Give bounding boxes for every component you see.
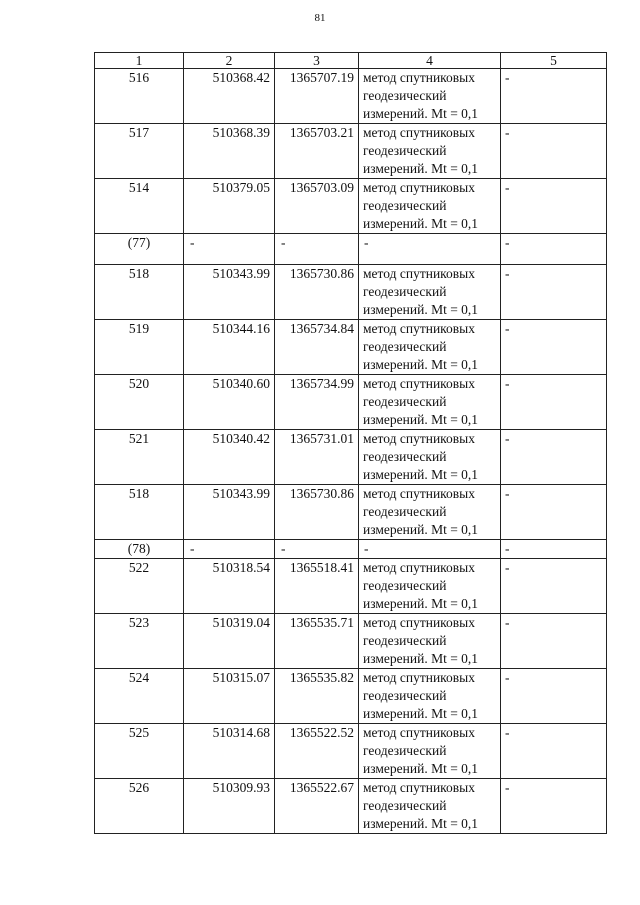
method-cell: метод спутниковых геодезический измерений. Mt = 0,1	[359, 320, 501, 375]
method-cell: -	[359, 234, 501, 265]
y-coordinate-cell: -	[275, 234, 359, 265]
coordinates-table	[94, 52, 607, 834]
method-cell: метод спутниковых геодезический измерений. Mt = 0,1	[359, 614, 501, 669]
note-cell: -	[501, 69, 607, 124]
x-coordinate-cell: 510340.42	[184, 430, 275, 485]
x-coordinate-cell: 510309.93	[184, 779, 275, 834]
table-row	[95, 320, 607, 375]
x-coordinate-cell: -	[184, 234, 275, 265]
table-body	[95, 69, 607, 834]
page-number: 81	[314, 12, 326, 24]
y-coordinate-cell: 1365703.21	[275, 124, 359, 179]
y-coordinate-cell: 1365518.41	[275, 559, 359, 614]
y-coordinate-cell: 1365522.52	[275, 724, 359, 779]
x-coordinate-cell: 510315.07	[184, 669, 275, 724]
table-row	[95, 375, 607, 430]
column-header: 4	[359, 53, 501, 69]
note-cell: -	[501, 559, 607, 614]
point-number-cell: 516	[95, 69, 184, 124]
point-number-cell: 522	[95, 559, 184, 614]
y-coordinate-cell: 1365535.71	[275, 614, 359, 669]
note-cell: -	[501, 234, 607, 265]
y-coordinate-cell: 1365734.99	[275, 375, 359, 430]
table-row	[95, 614, 607, 669]
table-row	[95, 265, 607, 320]
point-number-cell: 521	[95, 430, 184, 485]
column-header: 5	[501, 53, 607, 69]
point-number-cell: 518	[95, 265, 184, 320]
table-row	[95, 559, 607, 614]
method-cell: метод спутниковых геодезический измерений. Mt = 0,1	[359, 124, 501, 179]
note-cell: -	[501, 724, 607, 779]
note-cell: -	[501, 485, 607, 540]
y-coordinate-cell: -	[275, 540, 359, 559]
table-row	[95, 669, 607, 724]
point-number-cell: (77)	[95, 234, 184, 265]
x-coordinate-cell: 510318.54	[184, 559, 275, 614]
point-number-cell: 524	[95, 669, 184, 724]
table-row	[95, 724, 607, 779]
note-cell: -	[501, 320, 607, 375]
point-number-cell: 523	[95, 614, 184, 669]
table-row	[95, 430, 607, 485]
table-row	[95, 179, 607, 234]
note-cell: -	[501, 265, 607, 320]
x-coordinate-cell: 510343.99	[184, 265, 275, 320]
method-cell: метод спутниковых геодезический измерений. Mt = 0,1	[359, 69, 501, 124]
method-cell: метод спутниковых геодезический измерений. Mt = 0,1	[359, 724, 501, 779]
column-header: 2	[184, 53, 275, 69]
y-coordinate-cell: 1365730.86	[275, 485, 359, 540]
x-coordinate-cell: 510368.39	[184, 124, 275, 179]
note-cell: -	[501, 540, 607, 559]
point-number-cell: 514	[95, 179, 184, 234]
table-row	[95, 124, 607, 179]
method-cell: метод спутниковых геодезический измерений. Mt = 0,1	[359, 559, 501, 614]
x-coordinate-cell: 510343.99	[184, 485, 275, 540]
note-cell: -	[501, 614, 607, 669]
note-cell: -	[501, 669, 607, 724]
note-cell: -	[501, 124, 607, 179]
y-coordinate-cell: 1365734.84	[275, 320, 359, 375]
table-row-separator	[95, 234, 607, 265]
table-row	[95, 69, 607, 124]
table-row-separator	[95, 540, 607, 559]
table-row	[95, 779, 607, 834]
method-cell: метод спутниковых геодезический измерений. Mt = 0,1	[359, 485, 501, 540]
method-cell: метод спутниковых геодезический измерений. Mt = 0,1	[359, 265, 501, 320]
method-cell: -	[359, 540, 501, 559]
note-cell: -	[501, 375, 607, 430]
note-cell: -	[501, 779, 607, 834]
table-header-row	[95, 53, 607, 69]
y-coordinate-cell: 1365731.01	[275, 430, 359, 485]
x-coordinate-cell: 510368.42	[184, 69, 275, 124]
method-cell: метод спутниковых геодезический измерений. Mt = 0,1	[359, 779, 501, 834]
y-coordinate-cell: 1365703.09	[275, 179, 359, 234]
x-coordinate-cell: 510314.68	[184, 724, 275, 779]
y-coordinate-cell: 1365707.19	[275, 69, 359, 124]
point-number-cell: 518	[95, 485, 184, 540]
point-number-cell: 525	[95, 724, 184, 779]
method-cell: метод спутниковых геодезический измерений. Mt = 0,1	[359, 375, 501, 430]
y-coordinate-cell: 1365730.86	[275, 265, 359, 320]
x-coordinate-cell: 510319.04	[184, 614, 275, 669]
note-cell: -	[501, 430, 607, 485]
method-cell: метод спутниковых геодезический измерений. Mt = 0,1	[359, 669, 501, 724]
y-coordinate-cell: 1365535.82	[275, 669, 359, 724]
point-number-cell: 517	[95, 124, 184, 179]
y-coordinate-cell: 1365522.67	[275, 779, 359, 834]
note-cell: -	[501, 179, 607, 234]
point-number-cell: 520	[95, 375, 184, 430]
x-coordinate-cell: 510340.60	[184, 375, 275, 430]
point-number-cell: (78)	[95, 540, 184, 559]
method-cell: метод спутниковых геодезический измерений. Mt = 0,1	[359, 179, 501, 234]
method-cell: метод спутниковых геодезический измерений. Mt = 0,1	[359, 430, 501, 485]
point-number-cell: 526	[95, 779, 184, 834]
x-coordinate-cell: -	[184, 540, 275, 559]
x-coordinate-cell: 510344.16	[184, 320, 275, 375]
column-header: 1	[95, 53, 184, 69]
column-header: 3	[275, 53, 359, 69]
table-row	[95, 485, 607, 540]
x-coordinate-cell: 510379.05	[184, 179, 275, 234]
point-number-cell: 519	[95, 320, 184, 375]
